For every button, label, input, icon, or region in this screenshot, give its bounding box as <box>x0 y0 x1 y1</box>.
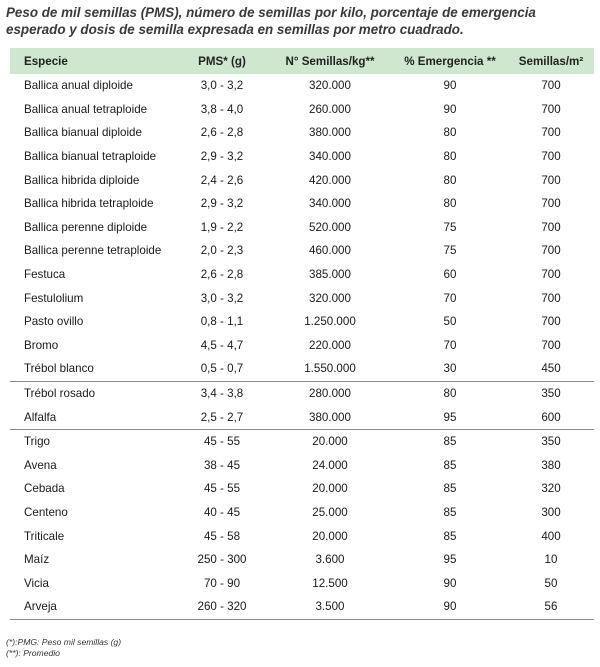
cell-emergencia: 50 <box>443 315 457 329</box>
cell-especie: Trébol blanco <box>24 362 94 376</box>
cell-pms: 0,5 - 0,7 <box>200 362 244 376</box>
cell-pms: 2,6 - 2,8 <box>200 126 244 140</box>
cell-semillas-m2: 700 <box>541 338 561 352</box>
table-body <box>10 74 594 619</box>
cell-pms: 40 - 45 <box>203 505 241 519</box>
table-row <box>10 310 594 334</box>
cell-semillas-kg: 385.000 <box>309 268 351 282</box>
cell-pms: 260 - 320 <box>176 595 268 619</box>
cell-semillas-kg: 1.250.000 <box>304 315 356 329</box>
cell-semillas-m2: 350 <box>508 381 594 405</box>
cell-emergencia: 90 <box>443 79 457 93</box>
cell-semillas-kg: 3.600 <box>315 553 345 567</box>
table-row <box>10 548 594 572</box>
table-row <box>10 145 594 169</box>
cell-semillas-m2: 700 <box>541 126 561 140</box>
cell-emergencia: 80 <box>443 197 457 211</box>
cell-especie: Festulolium <box>24 291 84 305</box>
table-row <box>10 216 594 240</box>
seed-table <box>10 48 594 620</box>
cell-semillas-m2: 300 <box>541 505 561 519</box>
cell-semillas-kg: 20.000 <box>312 529 348 543</box>
cell-emergencia: 70 <box>443 291 457 305</box>
cell-especie: Ballica anual tetraploide <box>24 102 148 116</box>
cell-especie: Trébol rosado <box>10 381 176 405</box>
table-row <box>10 571 594 595</box>
cell-semillas-m2: 700 <box>541 244 561 258</box>
table-row <box>10 357 594 381</box>
cell-especie: Ballica bianual diploide <box>24 126 142 140</box>
cell-pms: 38 - 45 <box>203 458 241 472</box>
cell-semillas-kg: 380.000 <box>309 410 351 424</box>
cell-pms: 3,0 - 3,2 <box>200 79 244 93</box>
cell-semillas-m2: 320 <box>541 482 561 496</box>
table-row <box>10 168 594 192</box>
cell-pms: 1,9 - 2,2 <box>200 220 244 234</box>
cell-semillas-m2: 700 <box>541 315 561 329</box>
cell-semillas-kg: 12.500 <box>312 576 348 590</box>
cell-emergencia: 80 <box>443 173 457 187</box>
table-row <box>10 454 594 478</box>
cell-especie: Trigo <box>10 429 176 453</box>
cell-especie: Arveja <box>10 595 176 619</box>
cell-semillas-kg: 24.000 <box>312 458 348 472</box>
cell-semillas-m2: 700 <box>541 79 561 93</box>
cell-especie: Alfalfa <box>24 410 57 424</box>
cell-emergencia: 75 <box>443 244 457 258</box>
header-emergencia: % Emergencia ** <box>404 54 496 68</box>
cell-especie: Avena <box>24 458 57 472</box>
cell-semillas-kg: 3.500 <box>268 595 392 619</box>
table-row <box>10 121 594 145</box>
table-row <box>10 192 594 216</box>
cell-pms: 45 - 55 <box>203 482 241 496</box>
cell-especie: Ballica perenne tetraploide <box>24 244 162 258</box>
cell-especie: Ballica hibrida diploide <box>24 173 140 187</box>
cell-especie: Triticale <box>24 529 65 543</box>
cell-emergencia: 95 <box>443 553 457 567</box>
cell-especie: Ballica hibrida tetraploide <box>24 197 154 211</box>
cell-semillas-kg: 260.000 <box>309 102 351 116</box>
cell-emergencia: 90 <box>443 576 457 590</box>
table-row <box>10 263 594 287</box>
cell-semillas-kg: 340.000 <box>309 150 351 164</box>
cell-emergencia: 85 <box>443 529 457 543</box>
cell-pms: 70 - 90 <box>203 576 241 590</box>
footnotes <box>6 637 121 659</box>
footnote-promedio: (**): Promedio <box>6 648 60 658</box>
cell-emergencia: 80 <box>392 381 508 405</box>
cell-semillas-kg: 340.000 <box>309 197 351 211</box>
cell-pms: 3,4 - 3,8 <box>176 381 268 405</box>
cell-pms: 2,5 - 2,7 <box>200 410 244 424</box>
cell-semillas-m2: 700 <box>541 173 561 187</box>
table-row <box>10 595 594 619</box>
cell-emergencia: 85 <box>443 482 457 496</box>
cell-pms: 2,9 - 3,2 <box>200 150 244 164</box>
cell-pms: 2,0 - 2,3 <box>200 244 244 258</box>
cell-semillas-kg: 20.000 <box>312 482 348 496</box>
cell-semillas-kg: 320.000 <box>309 291 351 305</box>
cell-especie: Ballica perenne diploide <box>24 220 148 234</box>
table-row <box>10 381 594 405</box>
table-row <box>10 74 594 98</box>
cell-semillas-m2: 700 <box>541 150 561 164</box>
cell-semillas-kg: 380.000 <box>309 126 351 140</box>
table-header-row <box>10 48 594 74</box>
cell-pms: 45 - 55 <box>176 429 268 453</box>
cell-semillas-m2: 700 <box>541 268 561 282</box>
cell-semillas-m2: 700 <box>541 102 561 116</box>
cell-semillas-m2: 700 <box>541 197 561 211</box>
cell-emergencia: 60 <box>443 268 457 282</box>
cell-especie: Cebada <box>24 482 65 496</box>
cell-semillas-m2: 450 <box>541 362 561 376</box>
header-semillas-kg: N° Semillas/kg** <box>285 54 375 68</box>
table-row <box>10 286 594 310</box>
cell-especie: Vicia <box>24 576 49 590</box>
cell-pms: 2,6 - 2,8 <box>200 268 244 282</box>
cell-semillas-m2: 350 <box>508 429 594 453</box>
cell-semillas-m2: 10 <box>544 553 558 567</box>
cell-pms: 4,5 - 4,7 <box>200 338 244 352</box>
cell-semillas-kg: 25.000 <box>312 505 348 519</box>
cell-emergencia: 80 <box>443 150 457 164</box>
cell-emergencia: 80 <box>443 126 457 140</box>
cell-semillas-kg: 520.000 <box>309 220 351 234</box>
header-semillas-m2: Semillas/m² <box>518 54 584 68</box>
table-row <box>10 98 594 122</box>
cell-semillas-m2: 400 <box>541 529 561 543</box>
cell-pms: 2,4 - 2,6 <box>200 173 244 187</box>
table-row <box>10 239 594 263</box>
cell-especie: Bromo <box>24 338 59 352</box>
header-pms: PMS* (g) <box>198 54 246 68</box>
cell-semillas-kg: 460.000 <box>309 244 351 258</box>
table-row <box>10 501 594 525</box>
cell-especie: Ballica bianual tetraploide <box>24 150 157 164</box>
cell-emergencia: 70 <box>443 338 457 352</box>
cell-semillas-kg: 20.000 <box>268 429 392 453</box>
cell-semillas-kg: 420.000 <box>309 173 351 187</box>
cell-especie: Pasto ovillo <box>24 315 84 329</box>
table-row <box>10 477 594 501</box>
cell-semillas-kg: 220.000 <box>309 338 351 352</box>
cell-emergencia: 30 <box>443 362 457 376</box>
cell-emergencia: 95 <box>443 410 457 424</box>
cell-semillas-m2: 56 <box>508 595 594 619</box>
table-row <box>10 524 594 548</box>
cell-pms: 0,8 - 1,1 <box>200 315 244 329</box>
cell-semillas-kg: 1.550.000 <box>304 362 356 376</box>
cell-pms: 250 - 300 <box>197 553 247 567</box>
cell-semillas-m2: 380 <box>541 458 561 472</box>
cell-emergencia: 90 <box>392 595 508 619</box>
cell-semillas-m2: 700 <box>541 291 561 305</box>
cell-especie: Festuca <box>24 268 66 282</box>
cell-emergencia: 75 <box>443 220 457 234</box>
cell-semillas-kg: 280.000 <box>268 381 392 405</box>
cell-especie: Centeno <box>24 505 68 519</box>
cell-pms: 45 - 58 <box>203 529 241 543</box>
footnote-pms: (*):PMG: Peso mil semillas (g) <box>6 637 122 647</box>
cell-semillas-m2: 600 <box>541 410 561 424</box>
table-row <box>10 405 594 429</box>
header-especie: Especie <box>24 54 68 68</box>
cell-especie: Maíz <box>24 553 50 567</box>
cell-semillas-m2: 700 <box>541 220 561 234</box>
cell-emergencia: 85 <box>392 429 508 453</box>
page-title: Peso de mil semillas (PMS), número de semillas por kilo, porcentaje de emergencia esperado y dosis de semilla expresada en semillas por metro cuadrado. <box>6 5 536 37</box>
cell-emergencia: 90 <box>443 102 457 116</box>
cell-semillas-kg: 320.000 <box>309 79 351 93</box>
cell-especie: Ballica anual diploide <box>24 79 133 93</box>
cell-emergencia: 85 <box>443 505 457 519</box>
cell-emergencia: 85 <box>443 458 457 472</box>
cell-semillas-m2: 50 <box>544 576 558 590</box>
cell-pms: 3,8 - 4,0 <box>200 102 244 116</box>
cell-pms: 3,0 - 3,2 <box>200 291 244 305</box>
table-row <box>10 334 594 358</box>
table-row <box>10 429 594 453</box>
cell-pms: 2,9 - 3,2 <box>200 197 244 211</box>
